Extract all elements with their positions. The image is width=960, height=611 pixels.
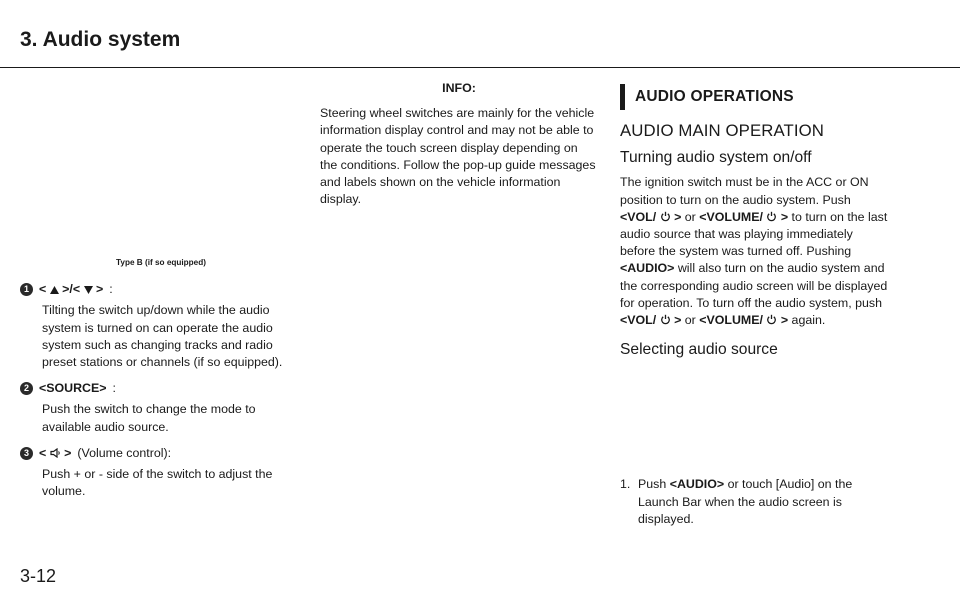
section-heading: AUDIO OPERATIONS: [620, 84, 888, 110]
page-header: [0, 0, 960, 68]
middle-column: [320, 80, 598, 208]
vol-button-label: <VOL/ >: [620, 313, 682, 328]
left-column: [20, 80, 302, 509]
section-marker: [620, 84, 625, 110]
number-badge: 1: [20, 283, 33, 296]
topic-heading: Turning audio system on/off: [620, 149, 812, 167]
info-label: INFO:: [442, 81, 476, 95]
subsection-heading: AUDIO MAIN OPERATION: [620, 121, 825, 140]
item-body: Tilting the switch up/down while the audio system is turned on can operate the audio system such as changing tracks and radio preset stations or channels (if so equipped).: [42, 303, 283, 370]
page-number: 3-12: [20, 566, 57, 586]
step-number: 1.: [620, 477, 631, 492]
power-icon: [766, 314, 777, 325]
info-text: Steering wheel switches are mainly for the vehicle information display control and may not be able to operate the touch screen display depending on the conditions. Follow the pop-up guide messages and labels shown on the vehicle information display.: [320, 106, 596, 207]
power-icon: [660, 314, 671, 325]
switch-label: < >: [39, 445, 72, 460]
item-body: Push the switch to change the mode to available audio source.: [42, 402, 256, 434]
switch-label: < >/< >: [39, 282, 104, 297]
triangle-down-icon: [84, 286, 93, 294]
right-column: [620, 80, 888, 528]
switch-label: <SOURCE>: [39, 381, 107, 396]
figure-area: [20, 80, 302, 252]
speaker-icon: [50, 448, 61, 458]
item-head: 2 <SOURCE> :: [20, 380, 302, 397]
power-icon: [660, 211, 671, 222]
audio-button-label: <AUDIO>: [669, 477, 725, 492]
power-icon: [766, 211, 777, 222]
vol-button-label: <VOL/ >: [620, 209, 682, 224]
paragraph: The ignition switch must be in the ACC or ON position to turn on the audio system. Push <VOL/ > or <VOLUME/ > to turn on the last audio source that was playing immediately before the system was turned off. Pushing <AUDIO> will also turn on the audio system and the corresponding audio screen will be displayed for operation. To turn off the audio system, push <VOL/ > or <VOLUME/ > again.: [620, 175, 888, 328]
page-title: 3. Audio system: [20, 28, 181, 51]
number-badge: 3: [20, 447, 33, 460]
number-badge: 2: [20, 382, 33, 395]
item-head: 1 < >/< > :: [20, 281, 302, 298]
figure-area: [620, 366, 888, 476]
list-item: [20, 445, 302, 501]
volume-button-label: <VOLUME/ >: [699, 209, 789, 224]
figure-caption: Type B (if so equipped): [116, 258, 206, 267]
audio-button-label: <AUDIO>: [620, 261, 675, 276]
topic-heading: Selecting audio source: [620, 341, 778, 359]
list-item: [620, 476, 888, 528]
triangle-up-icon: [50, 286, 59, 294]
list-item: [20, 281, 302, 371]
step-text: Push <AUDIO> or touch [Audio] on the Launch Bar when the audio screen is displayed.: [638, 477, 853, 526]
item-body: Push + or - side of the switch to adjust the volume.: [42, 467, 273, 499]
item-head: 3 < > (Volume control):: [20, 445, 302, 462]
list-item: [20, 380, 302, 436]
volume-button-label: <VOLUME/ >: [699, 313, 789, 328]
